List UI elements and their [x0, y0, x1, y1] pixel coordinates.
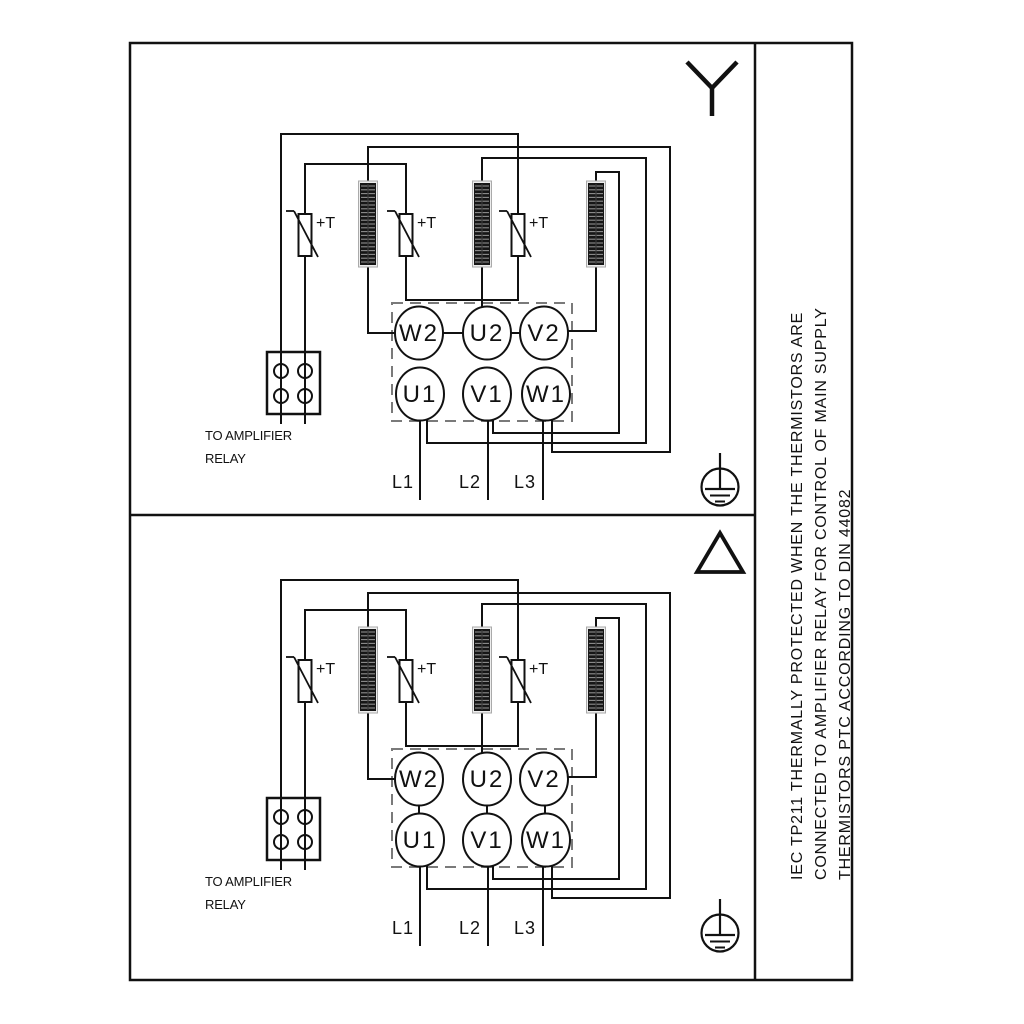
- relay-note-line2: RELAY: [205, 451, 246, 466]
- winding-coil: [359, 627, 378, 713]
- terminal-label-u2: U2: [469, 320, 505, 347]
- winding-coil: [587, 181, 606, 267]
- amplifier-relay-terminal-block: [267, 352, 320, 414]
- supply-label-l1: L1: [392, 918, 415, 938]
- terminal-label-v2: V2: [527, 766, 561, 793]
- amplifier-relay-terminal-block: [267, 798, 320, 860]
- terminal-label-v1: V1: [470, 827, 504, 854]
- star-icon: [687, 62, 737, 116]
- terminal-label-w2: W2: [399, 766, 439, 793]
- earth-ground-icon: [702, 453, 739, 506]
- terminal-label-u2: U2: [469, 766, 505, 793]
- thermistor-icon: [499, 211, 531, 257]
- star-connection-panel: [267, 62, 739, 506]
- supply-label-l3: L3: [514, 472, 537, 492]
- sidebar-note-line2: CONNECTED TO AMPLIFIER RELAY FOR CONTROL OF MAIN SUPPLY: [813, 307, 830, 880]
- terminal-label-v1: V1: [470, 381, 504, 408]
- winding-coil: [473, 627, 492, 713]
- delta-icon: [697, 533, 743, 572]
- supply-label-l1: L1: [392, 472, 415, 492]
- winding-coil: [359, 181, 378, 267]
- thermistor-label: +T: [417, 215, 437, 232]
- thermistor-icon: [286, 211, 318, 257]
- winding-coil: [587, 627, 606, 713]
- thermistor-label: +T: [529, 661, 549, 678]
- thermistor-label: +T: [316, 661, 336, 678]
- terminal-label-w1: W1: [526, 827, 566, 854]
- relay-note-line1: TO AMPLIFIER: [205, 428, 292, 443]
- terminal-label-v2: V2: [527, 320, 561, 347]
- sidebar-note-line3: THERMISTORS PTC ACCORDING TO DIN 44082: [837, 488, 854, 880]
- thermistor-label: +T: [316, 215, 336, 232]
- supply-label-l3: L3: [514, 918, 537, 938]
- sidebar-note-line1: IEC TP211 THERMALLY PROTECTED WHEN THE THERMISTORS ARE: [789, 311, 806, 880]
- relay-note-line2: RELAY: [205, 897, 246, 912]
- terminal-label-w2: W2: [399, 320, 439, 347]
- relay-note-line1: TO AMPLIFIER: [205, 874, 292, 889]
- thermistor-icon: [286, 657, 318, 703]
- delta-connection-panel: [267, 533, 743, 952]
- terminal-label-w1: W1: [526, 381, 566, 408]
- terminal-label-u1: U1: [402, 827, 438, 854]
- thermistor-label: +T: [529, 215, 549, 232]
- thermistor-icon: [387, 657, 419, 703]
- terminal-label-u1: U1: [402, 381, 438, 408]
- winding-coil: [473, 181, 492, 267]
- earth-ground-icon: [702, 899, 739, 952]
- thermistor-icon: [499, 657, 531, 703]
- thermistor-label: +T: [417, 661, 437, 678]
- supply-label-l2: L2: [459, 918, 482, 938]
- supply-label-l2: L2: [459, 472, 482, 492]
- thermistor-icon: [387, 211, 419, 257]
